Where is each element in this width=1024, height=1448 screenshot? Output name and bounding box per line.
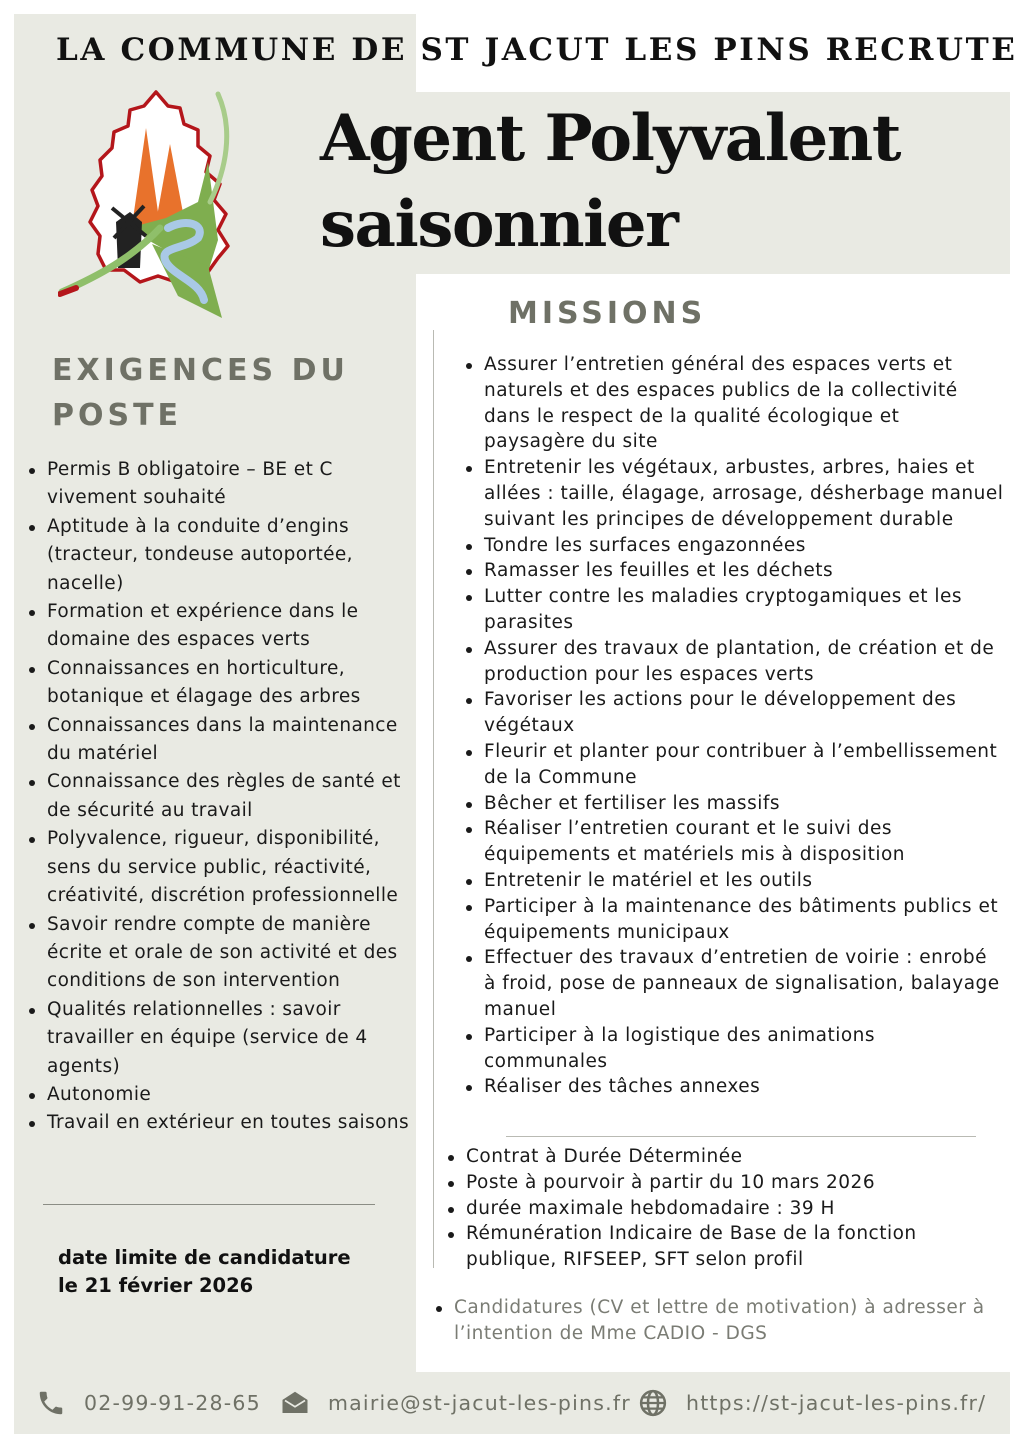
job-title-line1: Agent Polyvalent: [320, 101, 900, 176]
requirement-item: Connaissance des règles de santé et de sécurité au travail: [27, 768, 415, 825]
application-list: [434, 1295, 1004, 1347]
job-title-line2: saisonnier: [320, 187, 678, 262]
recruitment-banner: LA COMMUNE DE ST JACUT LES PINS RECRUTE: [56, 32, 1018, 68]
requirements-list: [27, 456, 415, 1138]
job-title: [320, 96, 1000, 268]
requirement-item: Autonomie: [27, 1081, 415, 1109]
missions-heading: MISSIONS: [508, 296, 707, 331]
missions-list: [464, 352, 1004, 1100]
deadline-label: date limite de candidature: [58, 1246, 351, 1269]
requirements-heading: EXIGENCES DU POSTE: [52, 353, 349, 433]
mission-item: Participer à la maintenance des bâtiments publics et équipements municipaux: [464, 894, 1004, 946]
application-deadline: [58, 1244, 388, 1300]
mission-item: Réaliser des tâches annexes: [464, 1074, 1004, 1100]
mission-item: Entretenir les végétaux, arbustes, arbres, haies et allées : taille, élagage, arrosage, désherbage manuel suivant les principes de développement durable: [464, 455, 1004, 532]
website-url: https://st-jacut-les-pins.fr/: [686, 1391, 987, 1415]
mission-item: Ramasser les feuilles et les déchets: [464, 558, 1004, 584]
contract-item: Rémunération Indicaire de Base de la fonction publique, RIFSEEP, SFT selon profil: [446, 1221, 1006, 1273]
requirement-item: Aptitude à la conduite d’engins (tracteur, tondeuse autoportée, nacelle): [27, 513, 415, 598]
requirement-item: Savoir rendre compte de manière écrite et orale de son activité et des conditions de son intervention: [27, 911, 415, 996]
contract-details-list: [446, 1144, 1006, 1273]
left-divider: [43, 1204, 375, 1205]
contract-item: durée maximale hebdomadaire : 39 H: [446, 1196, 1006, 1222]
column-divider: [433, 330, 434, 1268]
requirement-item: Formation et expérience dans le domaine des espaces verts: [27, 598, 415, 655]
mission-item: Bêcher et fertiliser les massifs: [464, 791, 1004, 817]
mission-item: Effectuer des travaux d’entretien de voirie : enrobé à froid, pose de panneaux de signalisation, balayage manuel: [464, 945, 1004, 1022]
mission-item: Participer à la logistique des animations communales: [464, 1023, 1004, 1075]
contact-website[interactable]: [638, 1387, 986, 1419]
mission-item: Entretenir le matériel et les outils: [464, 868, 1004, 894]
email-address: mairie@st-jacut-les-pins.fr: [328, 1391, 631, 1415]
mission-item: Lutter contre les maladies cryptogamiques et les parasites: [464, 584, 1004, 636]
mission-item: Assurer des travaux de plantation, de création et de production pour les espaces verts: [464, 636, 1004, 688]
contract-item: Poste à pourvoir à partir du 10 mars 2026: [446, 1170, 1006, 1196]
phone-icon: [36, 1388, 66, 1418]
requirement-item: Connaissances dans la maintenance du matériel: [27, 712, 415, 769]
requirement-item: Connaissances en horticulture, botanique et élagage des arbres: [27, 655, 415, 712]
contact-email[interactable]: [280, 1387, 631, 1419]
contract-item: Contrat à Durée Déterminée: [446, 1144, 1006, 1170]
missions-divider: [506, 1136, 976, 1137]
mission-item: Tondre les surfaces engazonnées: [464, 533, 1004, 559]
mission-item: Favoriser les actions pour le développement des végétaux: [464, 687, 1004, 739]
globe-icon: [638, 1388, 668, 1418]
mission-item: Fleurir et planter pour contribuer à l’embellissement de la Commune: [464, 739, 1004, 791]
requirement-item: Polyvalence, rigueur, disponibilité, sens du service public, réactivité, créativité, discrétion professionnelle: [27, 825, 415, 910]
mission-item: Réaliser l’entretien courant et le suivi des équipements et matériels mis à disposition: [464, 816, 1004, 868]
deadline-date: le 21 février 2026: [58, 1274, 254, 1297]
phone-number: 02-99-91-28-65: [84, 1391, 261, 1415]
contact-phone[interactable]: [36, 1387, 261, 1419]
mission-item: Assurer l’entretien général des espaces verts et naturels et des espaces publics de la collectivité dans le respect de la qualité écologique et paysagère du site: [464, 352, 1004, 455]
requirement-item: Permis B obligatoire – BE et C vivement souhaité: [27, 456, 415, 513]
requirement-item: Travail en extérieur en toutes saisons: [27, 1109, 415, 1137]
requirement-item: Qualités relationnelles : savoir travailler en équipe (service de 4 agents): [27, 996, 415, 1081]
mail-icon: [280, 1388, 310, 1418]
commune-logo: [58, 90, 238, 318]
application-instructions: Candidatures (CV et lettre de motivation) à adresser à l’intention de Mme CADIO - DGS: [434, 1295, 1004, 1347]
